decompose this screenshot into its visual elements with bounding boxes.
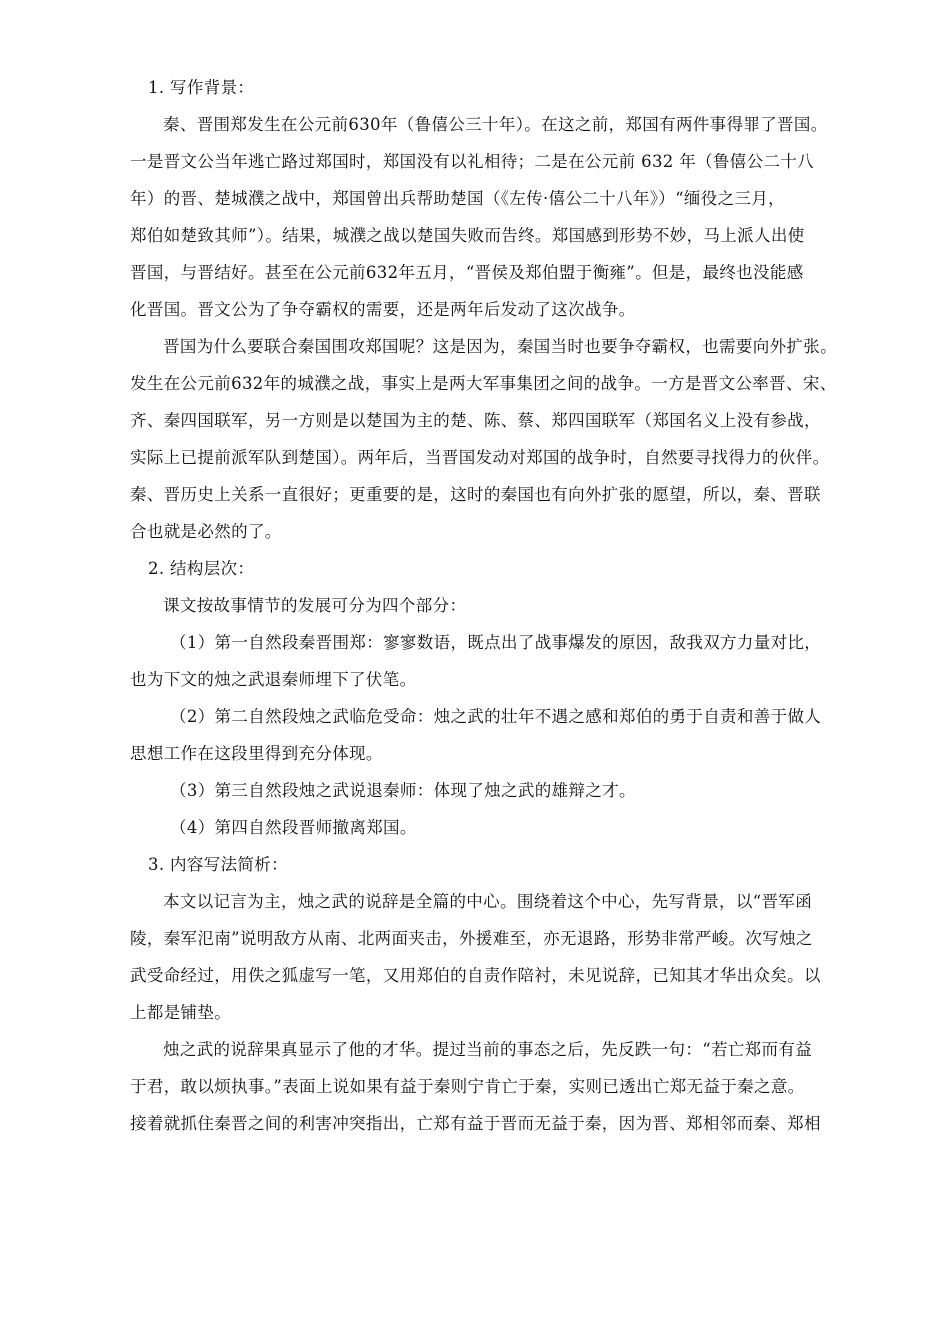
text-line: （2）第二自然段烛之武临危受命：烛之武的壮年不遇之感和郑伯的勇于自责和善于做人 xyxy=(170,707,822,726)
paragraph xyxy=(130,892,830,1023)
section-intro xyxy=(130,596,830,616)
section-content-analysis xyxy=(130,855,830,875)
text-line: 武受命经过，用佚之狐虚写一笔，又用郑伯的自责作陪衬，未见说辞，已知其才华出众矣。以 xyxy=(130,966,821,985)
text-line: 接着就抓住秦晋之间的利害冲突指出，亡郑有益于晋而无益于秦，因为晋、郑相邻而秦、郑相 xyxy=(130,1114,821,1133)
text-line: 上都是铺垫。 xyxy=(130,1003,232,1022)
section-heading: 3. 内容写法简析： xyxy=(148,855,288,874)
text-line: 陵，秦军氾南”说明敌方从南、北两面夹击，外援难至，亦无退路，形势非常严峻。次写烛之 xyxy=(130,929,813,948)
text-line: 合也就是必然的了。 xyxy=(130,522,282,541)
text-line: （3）第三自然段烛之武说退秦师：体现了烛之武的雄辩之才。 xyxy=(170,781,636,800)
text-line: 齐、秦四国联军，另一方则是以楚国为主的楚、陈、蔡、郑四国联军（郑国名义上没有参战， xyxy=(130,411,821,430)
paragraph xyxy=(130,337,837,542)
text-line: 思想工作在这段里得到充分体现。 xyxy=(130,744,383,763)
text-line: 秦、晋围郑发生在公元前630年（鲁僖公三十年）。在这之前，郑国有两件事得罪了晋国。 xyxy=(163,115,828,134)
text-line: （4）第四自然段晋师撤离郑国。 xyxy=(170,818,417,837)
text-line: 本文以记言为主，烛之武的说辞是全篇的中心。围绕着这个中心，先写背景，以“晋军函 xyxy=(163,892,813,911)
list-item xyxy=(130,818,830,838)
paragraph xyxy=(130,115,830,320)
text-line: 实际上已提前派军队到楚国）。两年后，当晋国发动对郑国的战争时，自然要寻找得力的伙伴。 xyxy=(130,448,830,467)
list-item xyxy=(130,707,830,764)
paragraph xyxy=(130,1040,830,1134)
section-writing-background xyxy=(130,78,830,98)
list-item xyxy=(130,781,830,801)
text-line: 郑伯如楚致其师”）。结果，城濮之战以楚国失败而告终。郑国感到形势不妙，马上派人出使 xyxy=(130,226,805,245)
text-line: 晋国，与晋结好。甚至在公元前632年五月，“晋侯及郑伯盟于衡雍”。但是，最终也没能感 xyxy=(130,263,804,282)
text-line: 烛之武的说辞果真显示了他的才华。提过当前的事态之后，先反跌一句：“若亡郑而有益 xyxy=(163,1040,813,1059)
section-structure xyxy=(130,559,830,579)
list-item xyxy=(130,633,830,690)
text-line: （1）第一自然段秦晋围郑：寥寥数语，既点出了战事爆发的原因，敌我双方力量对比， xyxy=(170,633,822,652)
text-line: 于君，敢以烦执事。”表面上说如果有益于秦则宁肯亡于秦，实则已透出亡郑无益于秦之意。 xyxy=(130,1077,805,1096)
text-line: 课文按故事情节的发展可分为四个部分： xyxy=(163,596,467,615)
text-line: 秦、晋历史上关系一直很好；更重要的是，这时的秦国也有向外扩张的愿望，所以，秦、晋联 xyxy=(130,485,821,504)
text-line: 也为下文的烛之武退秦师埋下了伏笔。 xyxy=(130,670,417,689)
text-line: 年）的晋、楚城濮之战中，郑国曾出兵帮助楚国（《左传·僖公二十八年》）“缅役之三月， xyxy=(130,189,786,208)
document-page xyxy=(130,78,837,1151)
text-line: 发生在公元前632年的城濮之战，事实上是两大军事集团之间的战争。一方是晋文公率晋、宋、 xyxy=(130,374,837,393)
section-heading: 2. 结构层次： xyxy=(148,559,255,578)
section-heading: 1. 写作背景： xyxy=(148,78,255,97)
text-line: 化晋国。晋文公为了争夺霸权的需要，还是两年后发动了这次战争。 xyxy=(130,300,636,319)
text-line: 一是晋文公当年逃亡路过郑国时，郑国没有以礼相待；二是在公元前 632 年（鲁僖公二十八 xyxy=(130,152,815,171)
text-line: 晋国为什么要联合秦国围攻郑国呢？这是因为，秦国当时也要争夺霸权，也需要向外扩张。 xyxy=(163,337,837,356)
